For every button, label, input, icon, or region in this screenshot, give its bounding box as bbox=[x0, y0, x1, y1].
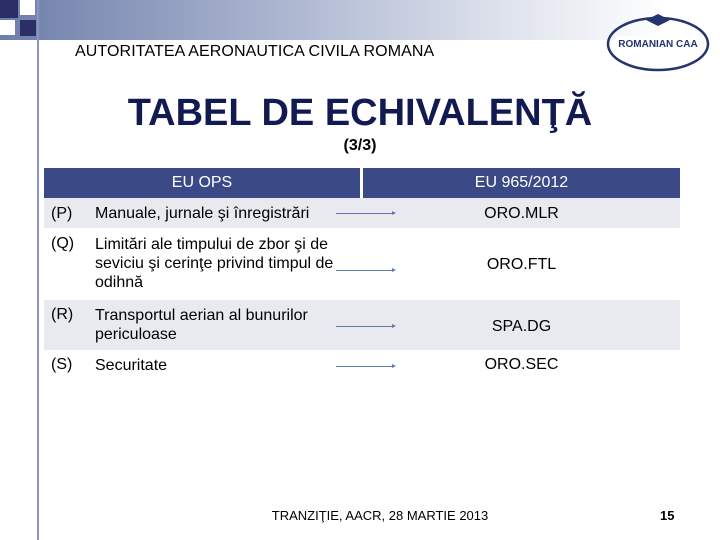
decor-vertical-line bbox=[37, 0, 39, 540]
slide-subtitle: (3/3) bbox=[343, 137, 377, 154]
row-code: (S) bbox=[51, 356, 73, 373]
table-row bbox=[44, 228, 680, 300]
table-header-eu-ops: EU OPS bbox=[44, 168, 360, 198]
row-value: ORO.MLR bbox=[484, 205, 559, 222]
row-description: Transportul aerian al bunurilor periculoase bbox=[95, 307, 308, 343]
svg-text:ROMANIAN CAA: ROMANIAN CAA bbox=[618, 39, 698, 50]
decor-square bbox=[20, 0, 35, 15]
decor-square bbox=[20, 20, 36, 36]
row-code: (P) bbox=[51, 205, 73, 222]
page-number: 15 bbox=[660, 508, 675, 523]
slide-title: TABEL DE ECHIVALENŢĂ bbox=[127, 92, 593, 134]
decor-square bbox=[0, 20, 15, 35]
row-value: ORO.SEC bbox=[484, 356, 559, 373]
footer-text: TRANZIŢIE, AACR, 28 MARTIE 2013 bbox=[271, 508, 489, 523]
row-code: (R) bbox=[51, 306, 74, 323]
row-description: Manuale, jurnale şi înregistrări bbox=[95, 205, 310, 222]
table-row bbox=[44, 300, 680, 350]
table-row bbox=[44, 198, 680, 228]
organization-name: AUTORITATEA AERONAUTICA CIVILA ROMANA bbox=[75, 43, 435, 60]
table-header-eu-965: EU 965/2012 bbox=[363, 168, 680, 198]
row-code: (Q) bbox=[51, 235, 75, 252]
table-row bbox=[44, 350, 680, 378]
row-description: Securitate bbox=[95, 357, 168, 374]
row-description: Limitări ale timpului de zbor şi de seviciu şi cerinţe privind timpul de odihnă bbox=[95, 236, 334, 291]
row-value: ORO.FTL bbox=[486, 256, 557, 273]
row-value: SPA.DG bbox=[491, 318, 552, 335]
decor-square bbox=[0, 0, 18, 18]
romanian-caa-logo bbox=[606, 10, 710, 76]
